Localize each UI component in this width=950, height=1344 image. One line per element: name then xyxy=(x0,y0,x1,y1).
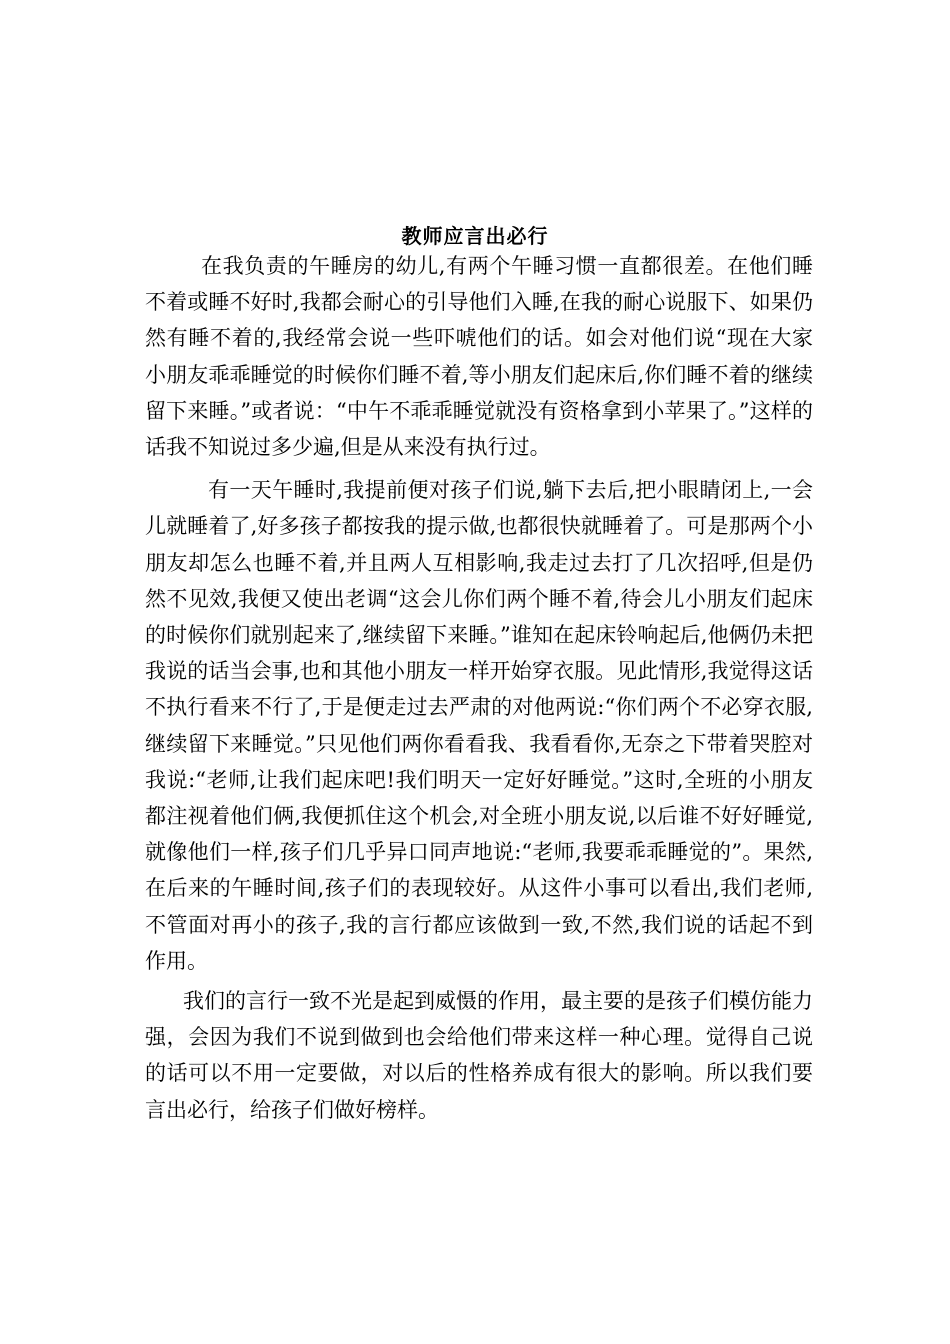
paragraph-1: 在我负责的午睡房的幼儿,有两个午睡习惯一直都很差。在他们睡不着或睡不好时,我都会耐心的引导他们入睡,在我的耐心说服下、如果仍然有睡不着的,我经常会说一些吓唬他们的话。如会对他们说“现在大家小朋友乖乖睡觉的时候你们睡不着,等小朋友们起床后,你们睡不着的继续留下来睡。”或者说：“中午不乖乖睡觉就没有资格拿到小苹果了。”这样的话我不知说过多少遍,但是从来没有执行过。 xyxy=(145,254,813,460)
paragraph-2: 有一天午睡时,我提前便对孩子们说,躺下去后,把小眼睛闭上,一会儿就睡着了,好多孩子都按我的提示做,也都很快就睡着了。可是那两个小朋友却怎么也睡不着,并且两人互相影响,我走过去打了几次招呼,但是仍然不见效,我便又使出老调“这会儿你们两个睡不着,待会儿小朋友们起床的时候你们就别起来了,继续留下来睡。”谁知在起床铃响起后,他俩仍未把我说的话当会事,也和其他小朋友一样开始穿衣服。见此情形,我觉得这话不执行看来不行了,于是便走过去严肃的对他两说:“你们两个不必穿衣服,继续留下来睡觉。”只见他们两你看看我、我看看你,无奈之下带着哭腔对我说:“老师,让我们起床吧!我们明天一定好好睡觉。”这时,全班的小朋友都注视着他们俩,我便抓住这个机会,对全班小朋友说,以后谁不好好睡觉,就像他们一样,孩子们几乎异口同声地说:“老师,我要乖乖睡觉的”。果然,在后来的午睡时间,孩子们的表现较好。从这件小事可以看出,我们老师,不管面对再小的孩子,我的言行都应该做到一致,不然,我们说的话起不到作用。 xyxy=(145,478,813,973)
document-title: 教师应言出必行 xyxy=(401,224,549,248)
document-body xyxy=(145,248,813,1128)
paragraph-3: 我们的言行一致不光是起到威慑的作用，最主要的是孩子们模仿能力强，会因为我们不说到做到也会给他们带来这样一种心理。觉得自己说的话可以不用一定要做，对以后的性格养成有很大的影响。所以我们要言出必行，给孩子们做好榜样。 xyxy=(145,989,813,1122)
